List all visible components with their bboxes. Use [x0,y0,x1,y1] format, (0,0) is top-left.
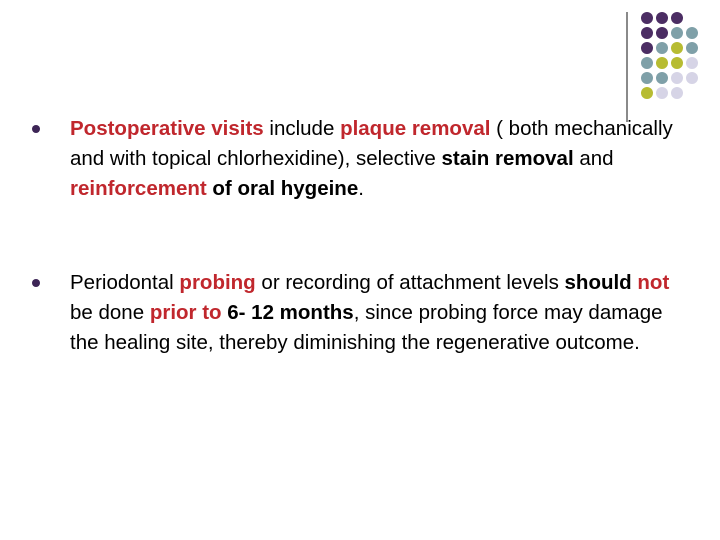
bullet-text-segment: should [564,271,638,294]
decorative-dot [656,87,668,99]
decorative-dot [641,57,653,69]
decorative-dot [641,72,653,84]
bullet-text-segment: not [637,271,670,294]
decorative-dot [656,12,668,24]
decorative-dot [686,42,698,54]
decorative-dot [671,27,683,39]
bullet-text [70,268,682,358]
decorative-dot [656,42,668,54]
bullet-text-segment: . [358,177,364,200]
bullet-dot-icon [32,279,40,287]
decorative-dot [671,42,683,54]
bullet-dot-icon [32,125,40,133]
decorative-dot [671,87,683,99]
bullet-text-segment: be done [70,301,150,324]
bullet-text-segment: and [573,147,614,170]
decorative-dot [641,42,653,54]
bullet-text-segment: or recording of attachment levels [255,271,565,294]
bullet-text-segment: include [263,117,341,140]
bullet-text-segment: Postoperative visits [70,117,264,140]
decorative-dot [686,27,698,39]
decorative-dot [671,57,683,69]
decorative-dot [686,72,698,84]
bullet-text-segment: of oral hygeine [206,177,359,200]
bullet-text-segment: stain removal [441,147,574,170]
decorative-dot [671,12,683,24]
bullet-text-segment: prior to [149,301,222,324]
bullet-text-segment: ( both mechanically and with topical chlorhexidine), selective [70,117,673,170]
bullet-text [70,114,682,204]
bullet-text-segment: probing [179,271,256,294]
bullet-item-postoperative-visits [32,114,682,204]
decorative-dot [641,87,653,99]
decorative-divider-line [626,12,628,122]
decorative-dot [656,57,668,69]
decorative-dot [656,72,668,84]
decorative-dot [656,27,668,39]
decorative-dot [671,72,683,84]
bullet-item-periodontal-probing [32,268,682,358]
bullet-text-segment: 6- 12 months [221,301,354,324]
bullet-text-segment: Periodontal [70,271,180,294]
decorative-dot [686,57,698,69]
bullet-text-segment: , since probing force may damage the healing site, thereby diminishing the regenerative outcome. [70,301,663,354]
bullet-text-segment: reinforcement [70,177,207,200]
decorative-dot [641,27,653,39]
decorative-dot [641,12,653,24]
bullet-text-segment: plaque removal [340,117,491,140]
